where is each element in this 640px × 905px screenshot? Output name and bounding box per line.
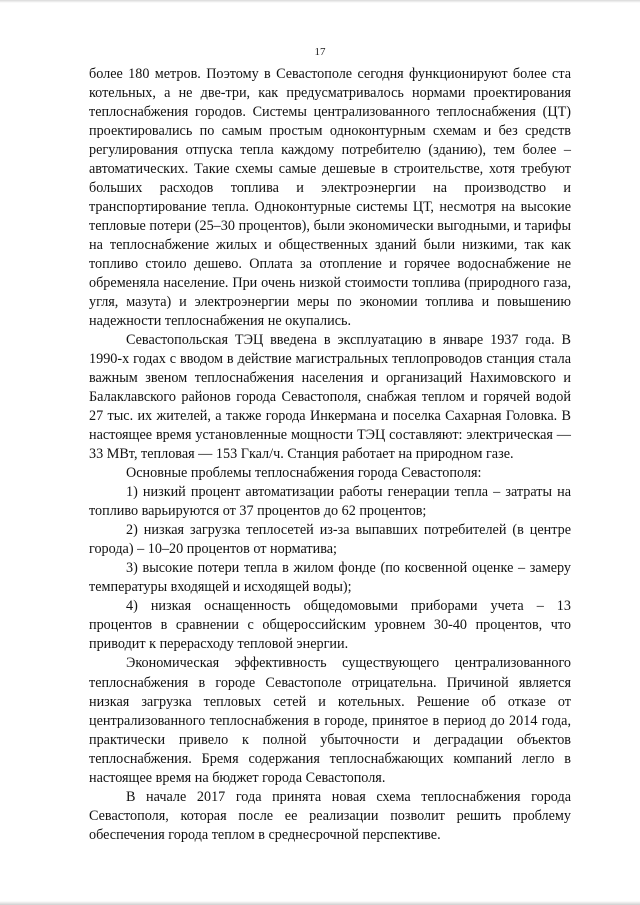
paragraph-economic-efficiency: Экономическая эффективность существующего централизованного теплоснабжения в городе Севастополе отрицательна. Причиной является низкая загрузка тепловых сетей и котельных. Решение об отказе от централизованного теплоснабжения в городе, принятое в период до 2014 года, практически привело к полной убыточности и деградации объектов теплоснабжения. Бремя содержания теплоснабжающих компаний легло в настоящее время на бюджет города Севастополя. xyxy=(89,655,571,786)
list-item-problem-4: 4) низкая оснащенность общедомовыми приборами учета – 13 процентов в сравнении с общероссийским уровнем 30-40 процентов, что приводит к перерасходу тепловой энергии. xyxy=(89,598,571,653)
paragraph-sevastopol-tec: Севастопольская ТЭЦ введена в эксплуатацию в январе 1937 года. В 1990-х годах с вводом в действие магистральных теплопроводов станция стала важным звеном теплоснабжения населения и организаций Нахимовского и Балаклавского районов города Севастополя, снабжая теплом и горячей водой 27 тыс. их жителей, а также города Инкермана и поселка Сахарная Головка. В настоящее время установленные мощности ТЭЦ составляют: электрическая — 33 МВт, тепловая — 153 Гкал/ч. Станция работает на природном газе. xyxy=(89,332,571,463)
paragraph-continuation: более 180 метров. Поэтому в Севастополе сегодня функционируют более ста котельных, а не две-три, как предусматривалось нормами проектирования теплоснабжения городов. Системы централизованного теплоснабжения (ЦТ) проектировались по самым простым одноконтурным схемам и без средств регулирования отпуска тепла каждому потребителю (зданию), тем более – автоматических. Такие схемы самые дешевые в строительстве, хотя требуют больших расходов топлива и электроэнергии на производство и транспортирование тепла. Одноконтурные системы ЦТ, несмотря на высокие тепловые потери (25–30 процентов), были экономически выгодными, и тарифы на теплоснабжение жилых и общественных зданий были низкими, так как топливо стоило дешево. Оплата за отопление и горячее водоснабжение не обременяла население. При очень низкой стоимости топлива (природного газа, угля, мазута) и электроэнергии меры по экономии топлива и повышению надежности теплоснабжения не окупались. xyxy=(89,66,571,330)
page-number: 17 xyxy=(314,46,326,58)
list-item-problem-2: 2) низкая загрузка теплосетей из-за выпавших потребителей (в центре города) – 10–20 процентов от норматива; xyxy=(89,522,571,558)
scan-edge-bottom xyxy=(0,901,640,905)
paragraph-new-scheme: В начале 2017 года принята новая схема теплоснабжения города Севастополя, которая после ее реализации позволит решить проблему обеспечения города теплом в среднесрочной перспективе. xyxy=(89,788,571,843)
scan-edge-top xyxy=(0,0,640,3)
list-item-problem-1: 1) низкий процент автоматизации работы генерации тепла – затраты на топливо варьируются от 37 процентов до 62 процентов; xyxy=(89,484,571,520)
list-item-problem-3: 3) высокие потери тепла в жилом фонде (по косвенной оценке – замеру температуры входящей и исходящей воды); xyxy=(89,560,571,596)
paragraph-problems-heading: Основные проблемы теплоснабжения города Севастополя: xyxy=(126,465,482,482)
document-body xyxy=(89,65,571,845)
